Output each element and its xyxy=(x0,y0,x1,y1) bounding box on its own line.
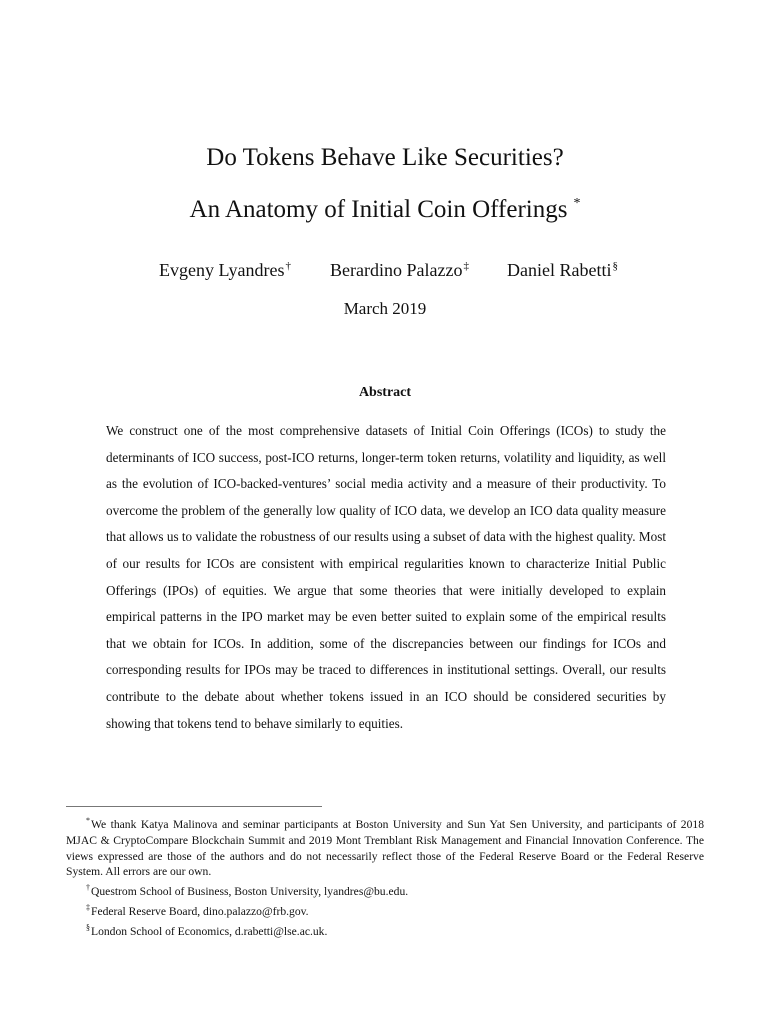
footnotes xyxy=(66,813,704,940)
publication-date: March 2019 xyxy=(343,299,427,318)
author-name: Berardino Palazzo xyxy=(330,260,463,280)
footnote-acknowledgments xyxy=(66,813,704,880)
author-footnote-mark: ‡ xyxy=(463,260,469,272)
abstract-body: We construct one of the most comprehensive datasets of Initial Coin Offerings (ICOs) to study the determinants of ICO success, post-ICO returns, longer-term token returns, volatility and liquidity, as well as the evolution of ICO-backed-ventures’ social media activity and a measure of their productivity. To overcome the problem of the generally low quality of ICO data, we develop an ICO data quality measure that allows us to validate the robustness of our results using a subset of data with the highest quality. Most of our results for ICOs are consistent with empirical regularities known to characterize Initial Public Offerings (IPOs) of equities. We argue that some theories that were initially developed to explain empirical patterns in the IPO market may be even better suited to explain some of the empirical results that we obtain for ICOs. In addition, some of the discrepancies between our findings for ICOs and corresponding results for IPOs may be traced to differences in institutional settings. Overall, our results contribute to the debate about whether tokens issued in an ICO should be considered securities by showing that tokens tend to behave similarly to equities. xyxy=(106,423,666,731)
author-footnote-mark: † xyxy=(285,260,291,272)
footnote-divider xyxy=(66,806,322,807)
author-lyandres xyxy=(159,255,291,281)
author-rabetti xyxy=(507,255,618,281)
footnote-text: We thank Katya Malinova and seminar participants at Boston University and Sun Yat Sen University, and participants of 2018 MJAC & CryptoCompare Blockchain Summit and 2019 Mont Tremblant Risk Management and Financial Innovation Conference. The views expressed are those of the authors and do not necessarily reflect those of the Federal Reserve Board or the Federal Reserve System. All errors are our own. xyxy=(66,818,704,879)
author-name: Daniel Rabetti xyxy=(507,260,612,280)
footnote-mark: ‡ xyxy=(86,902,90,912)
footnote-mark: * xyxy=(86,816,90,825)
footnote-mark: † xyxy=(86,883,90,893)
paper-title-line-1 xyxy=(0,143,770,173)
author-footnote-mark: § xyxy=(612,260,618,272)
footnote-text: London School of Economics, d.rabetti@lse.ac.uk. xyxy=(91,924,328,938)
footnote-affiliation-rabetti xyxy=(66,920,704,940)
title-line-2-text: An Anatomy of Initial Coin Offerings xyxy=(189,196,568,223)
title-footnote-mark: * xyxy=(573,196,581,211)
footnote-affiliation-palazzo xyxy=(66,900,704,920)
abstract-heading: Abstract xyxy=(358,385,412,400)
author-name: Evgeny Lyandres xyxy=(159,260,285,280)
footnote-affiliation-lyandres xyxy=(66,880,704,900)
paper-title-line-2 xyxy=(0,189,770,225)
footnote-text: Questrom School of Business, Boston University, lyandres@bu.edu. xyxy=(91,885,409,899)
author-palazzo xyxy=(330,255,469,281)
title-line-1-text: Do Tokens Behave Like Securities? xyxy=(206,144,564,171)
footnote-mark: § xyxy=(86,922,90,932)
footnote-text: Federal Reserve Board, dino.palazzo@frb.gov. xyxy=(91,904,309,918)
